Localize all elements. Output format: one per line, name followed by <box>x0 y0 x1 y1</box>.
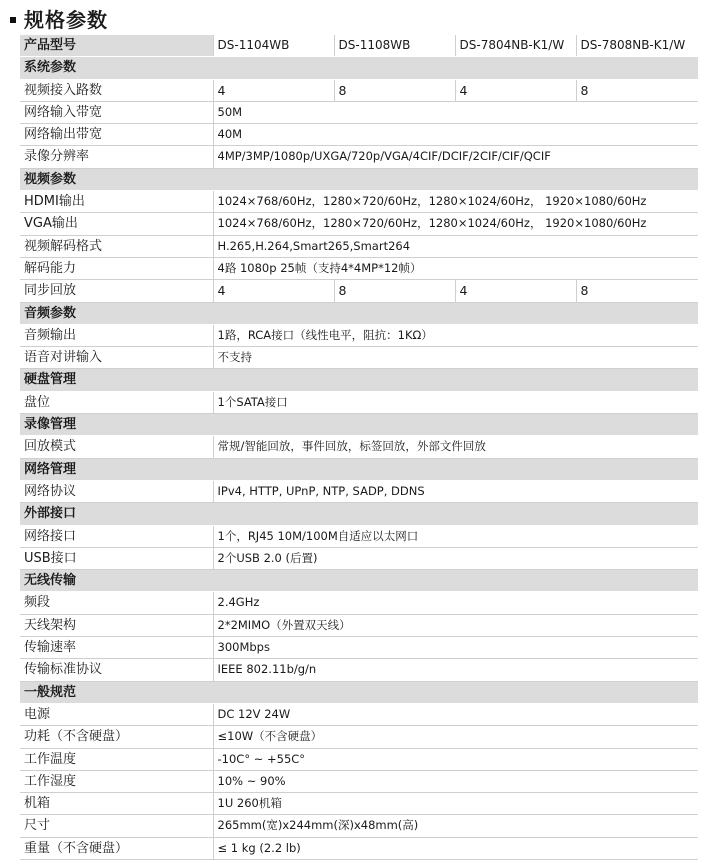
spec-value: 4MP/3MP/1080p/UXGA/720p/VGA/4CIF/DCIF/2CIF/CIF/QCIF <box>213 146 698 168</box>
spec-label: USB接口 <box>20 547 213 569</box>
spec-row <box>20 101 698 123</box>
spec-label: 网络输出带宽 <box>20 124 213 146</box>
spec-row <box>20 436 698 458</box>
section-header: 无线传输 <box>20 570 698 592</box>
spec-row <box>20 124 698 146</box>
spec-table <box>20 35 698 860</box>
section-header-row <box>20 503 698 525</box>
spec-row <box>20 793 698 815</box>
spec-label: 网络协议 <box>20 480 213 502</box>
section-header: 硬盘管理 <box>20 369 698 391</box>
spec-value: -10C° ~ +55C° <box>213 748 698 770</box>
spec-row <box>20 703 698 725</box>
spec-value: 1024×768/60Hz，1280×720/60Hz，1280×1024/60Hz， 1920×1080/60Hz <box>213 191 698 213</box>
spec-value: 1024×768/60Hz，1280×720/60Hz，1280×1024/60Hz， 1920×1080/60Hz <box>213 213 698 235</box>
spec-value: 300Mbps <box>213 637 698 659</box>
section-header-row <box>20 681 698 703</box>
spec-label: 传输速率 <box>20 637 213 659</box>
model-name: DS-1104WB <box>213 35 334 57</box>
spec-row <box>20 614 698 636</box>
page-title <box>8 7 108 33</box>
section-header-row <box>20 414 698 436</box>
spec-row <box>20 726 698 748</box>
spec-value-per-model: 8 <box>576 280 698 302</box>
spec-row <box>20 659 698 681</box>
spec-label: 语音对讲输入 <box>20 347 213 369</box>
spec-value: 40M <box>213 124 698 146</box>
section-header-row <box>20 57 698 79</box>
spec-label: 解码能力 <box>20 257 213 279</box>
spec-label: 尺寸 <box>20 815 213 837</box>
spec-label: 盘位 <box>20 391 213 413</box>
spec-value: 不支持 <box>213 347 698 369</box>
spec-label: 网络接口 <box>20 525 213 547</box>
spec-value: H.265,H.264,Smart265,Smart264 <box>213 235 698 257</box>
spec-value: IPv4, HTTP, UPnP, NTP, SADP, DDNS <box>213 480 698 502</box>
spec-value-per-model: 8 <box>334 280 455 302</box>
spec-value-per-model: 4 <box>455 79 576 101</box>
spec-row <box>20 525 698 547</box>
spec-value-per-model: 4 <box>213 280 334 302</box>
spec-label: 频段 <box>20 592 213 614</box>
spec-label: 视频解码格式 <box>20 235 213 257</box>
spec-row <box>20 146 698 168</box>
model-name: DS-7808NB-K1/W <box>576 35 698 57</box>
spec-label: 同步回放 <box>20 280 213 302</box>
spec-label: 音频输出 <box>20 324 213 346</box>
spec-row <box>20 280 698 302</box>
spec-value: 1路，RCA接口（线性电平，阻抗：1KΩ） <box>213 324 698 346</box>
spec-row <box>20 592 698 614</box>
spec-label: 工作湿度 <box>20 770 213 792</box>
section-header-row <box>20 168 698 190</box>
spec-label: 天线架构 <box>20 614 213 636</box>
model-label: 产品型号 <box>20 35 213 57</box>
spec-value: 2*2MIMO（外置双天线） <box>213 614 698 636</box>
model-name: DS-1108WB <box>334 35 455 57</box>
spec-value-per-model: 8 <box>576 79 698 101</box>
spec-value: 4路 1080p 25帧（支持4*4MP*12帧） <box>213 257 698 279</box>
spec-label: 电源 <box>20 703 213 725</box>
spec-value: DC 12V 24W <box>213 703 698 725</box>
section-header: 一般规范 <box>20 681 698 703</box>
section-header: 视频参数 <box>20 168 698 190</box>
spec-row <box>20 480 698 502</box>
spec-table-body <box>20 35 698 859</box>
spec-value: 265mm(宽)x244mm(深)x48mm(高) <box>213 815 698 837</box>
spec-value: IEEE 802.11b/g/n <box>213 659 698 681</box>
spec-row <box>20 770 698 792</box>
model-row <box>20 35 698 57</box>
spec-label: 功耗（不含硬盘） <box>20 726 213 748</box>
spec-row <box>20 191 698 213</box>
spec-value-per-model: 4 <box>213 79 334 101</box>
spec-value: 2个USB 2.0 (后置) <box>213 547 698 569</box>
section-header: 网络管理 <box>20 458 698 480</box>
spec-value: ≤ 1 kg (2.2 lb) <box>213 837 698 859</box>
spec-value: ≤10W（不含硬盘） <box>213 726 698 748</box>
spec-label: 回放模式 <box>20 436 213 458</box>
spec-row <box>20 748 698 770</box>
spec-row <box>20 815 698 837</box>
spec-row <box>20 391 698 413</box>
section-header-row <box>20 458 698 480</box>
spec-value: 50M <box>213 101 698 123</box>
spec-label: 传输标准协议 <box>20 659 213 681</box>
spec-value: 1U 260机箱 <box>213 793 698 815</box>
page-title-text: 规格参数 <box>24 8 108 32</box>
spec-row <box>20 235 698 257</box>
model-name: DS-7804NB-K1/W <box>455 35 576 57</box>
spec-row <box>20 547 698 569</box>
section-header: 录像管理 <box>20 414 698 436</box>
spec-label: VGA输出 <box>20 213 213 235</box>
section-header-row <box>20 570 698 592</box>
section-header: 外部接口 <box>20 503 698 525</box>
spec-row <box>20 324 698 346</box>
spec-label: 网络输入带宽 <box>20 101 213 123</box>
spec-label: 工作温度 <box>20 748 213 770</box>
bullet-icon <box>10 17 16 23</box>
spec-value-per-model: 4 <box>455 280 576 302</box>
spec-label: 视频接入路数 <box>20 79 213 101</box>
spec-label: 机箱 <box>20 793 213 815</box>
spec-row <box>20 79 698 101</box>
spec-value: 1个SATA接口 <box>213 391 698 413</box>
section-header: 系统参数 <box>20 57 698 79</box>
spec-value: 1个，RJ45 10M/100M自适应以太网口 <box>213 525 698 547</box>
spec-label: HDMI输出 <box>20 191 213 213</box>
spec-value: 常规/智能回放，事件回放，标签回放，外部文件回放 <box>213 436 698 458</box>
spec-row <box>20 257 698 279</box>
section-header-row <box>20 369 698 391</box>
spec-row <box>20 637 698 659</box>
spec-row <box>20 213 698 235</box>
spec-value: 10% ~ 90% <box>213 770 698 792</box>
spec-label: 重量（不含硬盘） <box>20 837 213 859</box>
spec-value-per-model: 8 <box>334 79 455 101</box>
spec-label: 录像分辨率 <box>20 146 213 168</box>
section-header-row <box>20 302 698 324</box>
section-header: 音频参数 <box>20 302 698 324</box>
spec-row <box>20 837 698 859</box>
spec-row <box>20 347 698 369</box>
spec-value: 2.4GHz <box>213 592 698 614</box>
